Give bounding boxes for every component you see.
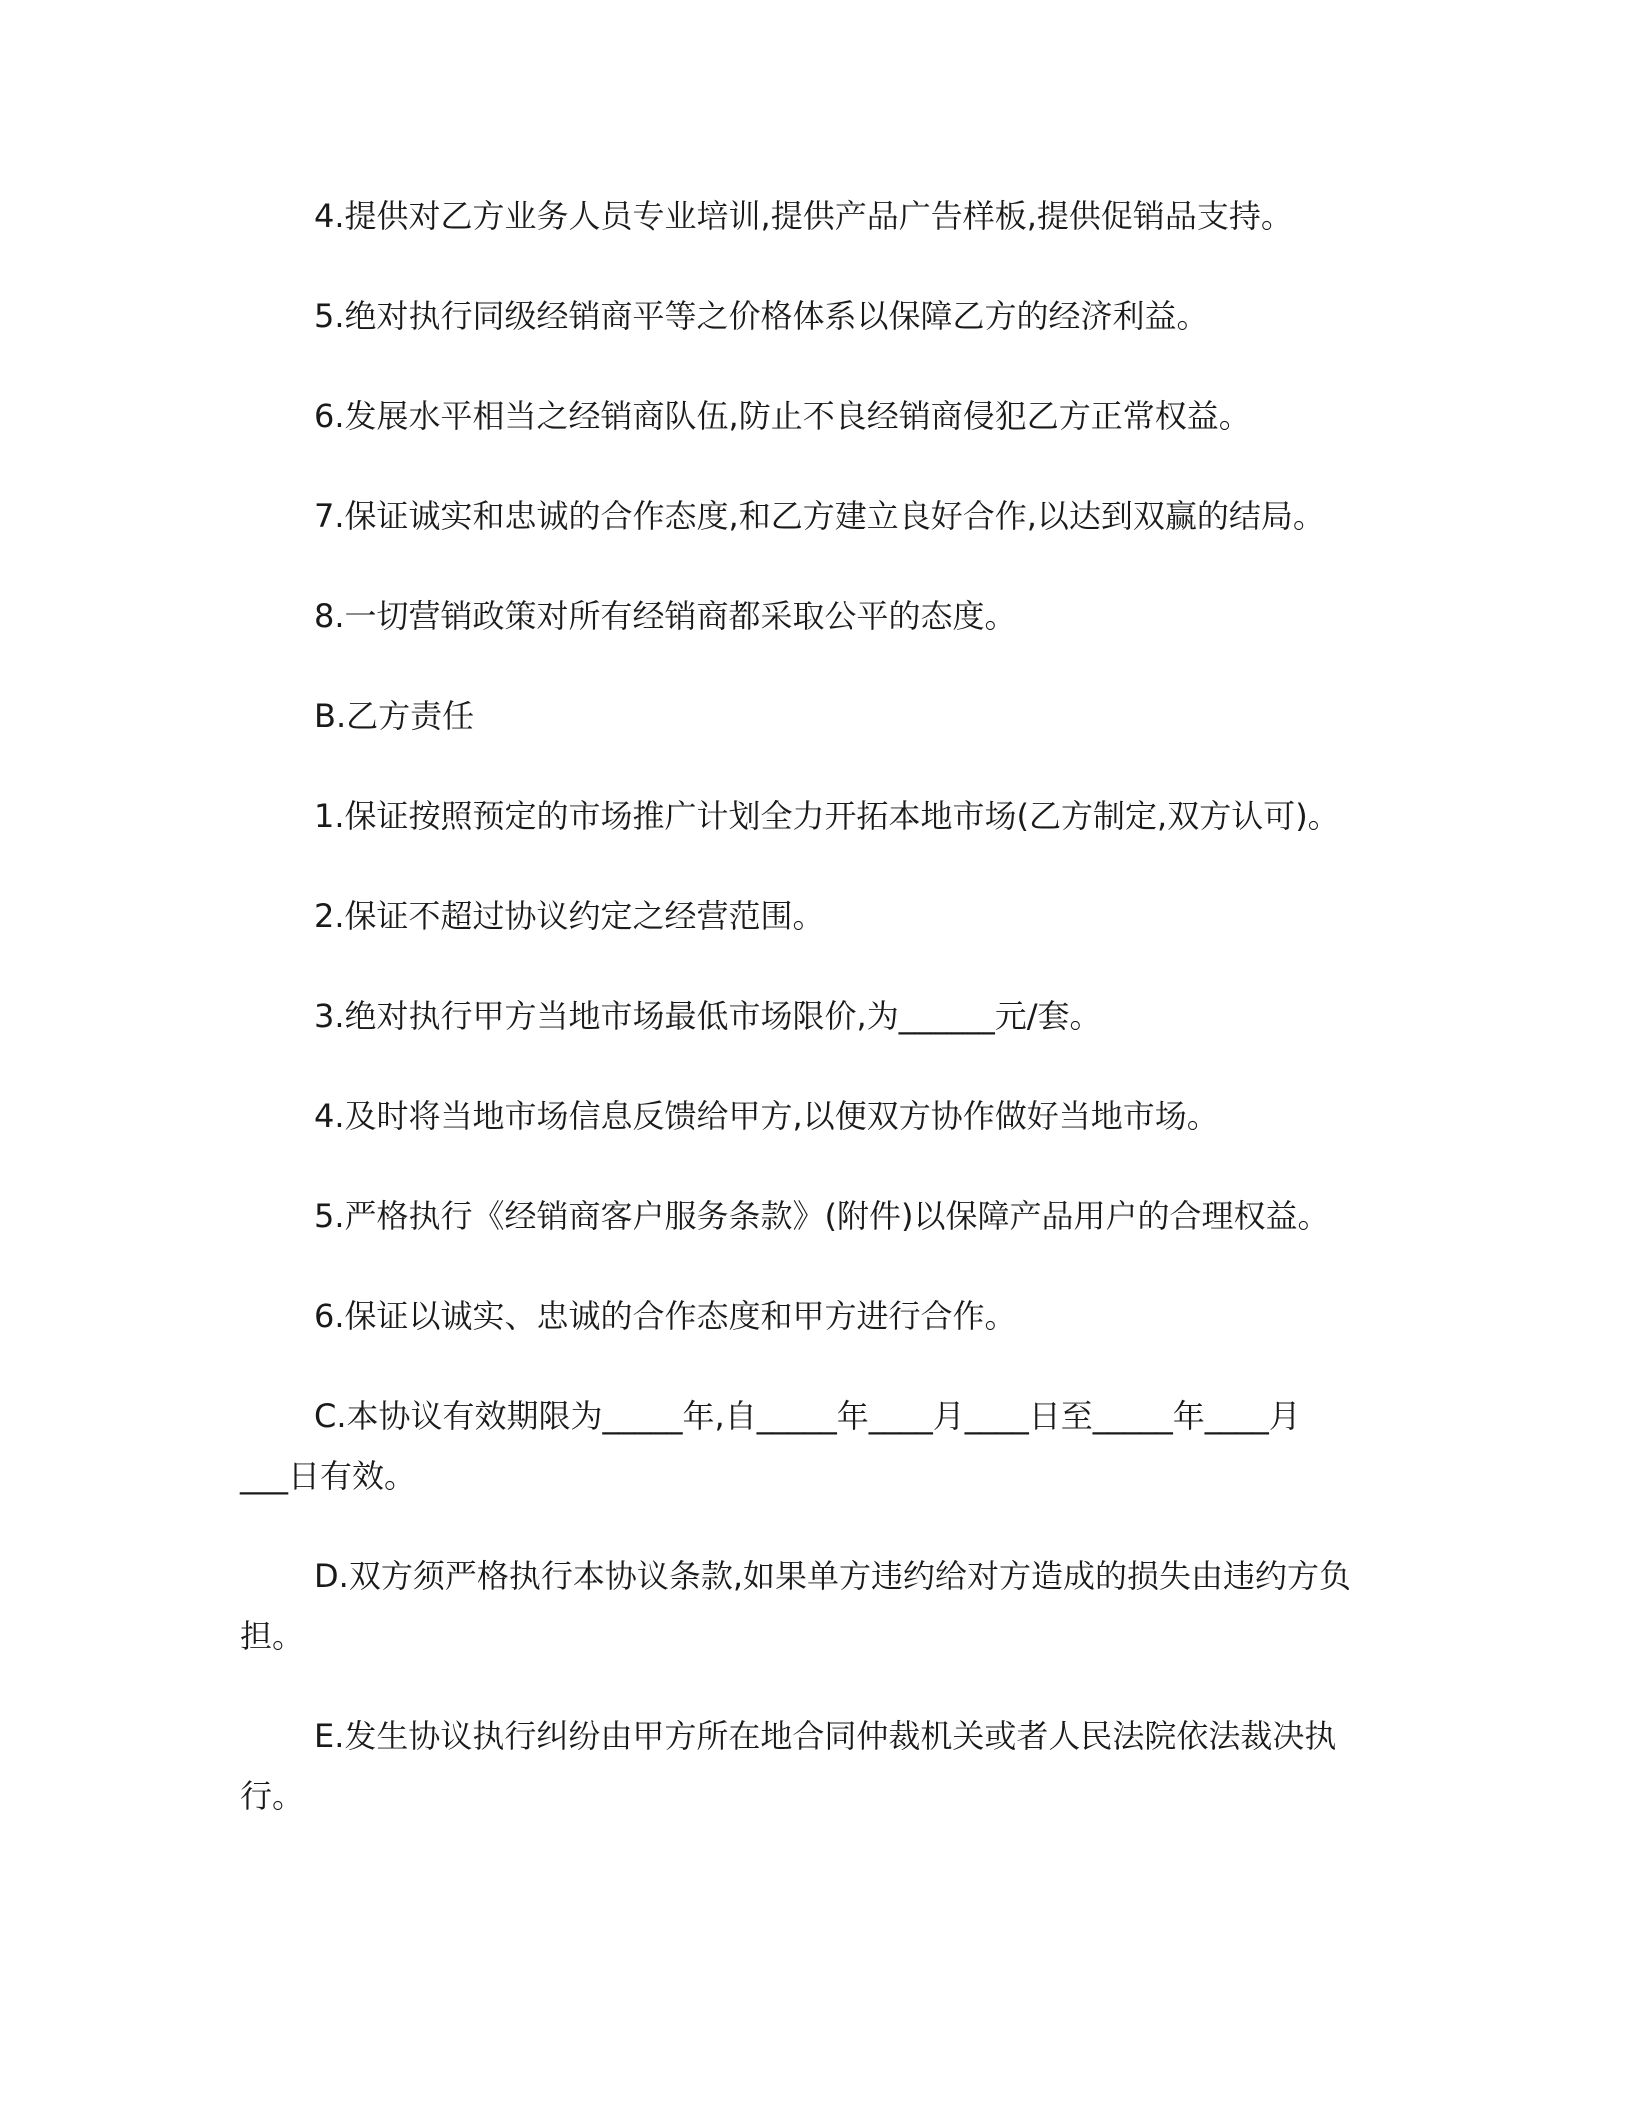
- clause-d-line1: D.双方须严格执行本协议条款,如果单方违约给对方造成的损失由违约方负: [314, 1557, 1351, 1595]
- clause-a6: 6.发展水平相当之经销商队伍,防止不良经销商侵犯乙方正常权益。: [314, 397, 1251, 435]
- clause-b4: 4.及时将当地市场信息反馈给甲方,以便双方协作做好当地市场。: [314, 1097, 1219, 1135]
- clause-c-line2: ___日有效。: [240, 1457, 417, 1495]
- clause-b6: 6.保证以诚实、忠诚的合作态度和甲方进行合作。: [314, 1297, 1017, 1335]
- clause-b2: 2.保证不超过协议约定之经营范围。: [314, 897, 825, 935]
- clause-a5: 5.绝对执行同级经销商平等之价格体系以保障乙方的经济利益。: [314, 297, 1209, 335]
- clause-b5: 5.严格执行《经销商客户服务条款》(附件)以保障产品用户的合理权益。: [314, 1197, 1330, 1235]
- clause-d-line2: 担。: [240, 1617, 305, 1655]
- clause-b1: 1.保证按照预定的市场推广计划全力开拓本地市场(乙方制定,双方认可)。: [314, 797, 1340, 835]
- clause-a8: 8.一切营销政策对所有经销商都采取公平的态度。: [314, 597, 1017, 635]
- clause-a7: 7.保证诚实和忠诚的合作态度,和乙方建立良好合作,以达到双赢的结局。: [314, 497, 1325, 535]
- clause-e-line2: 行。: [240, 1777, 305, 1815]
- clause-a4: 4.提供对乙方业务人员专业培训,提供产品广告样板,提供促销品支持。: [314, 197, 1293, 235]
- section-heading-b: B.乙方责任: [314, 697, 475, 735]
- clause-b3: 3.绝对执行甲方当地市场最低市场限价,为______元/套。: [314, 997, 1102, 1035]
- clause-e-line1: E.发生协议执行纠纷由甲方所在地合同仲裁机关或者人民法院依法裁决执: [314, 1717, 1337, 1755]
- clause-c-line1: C.本协议有效期限为_____年,自_____年____月____日至_____年____月: [314, 1397, 1301, 1435]
